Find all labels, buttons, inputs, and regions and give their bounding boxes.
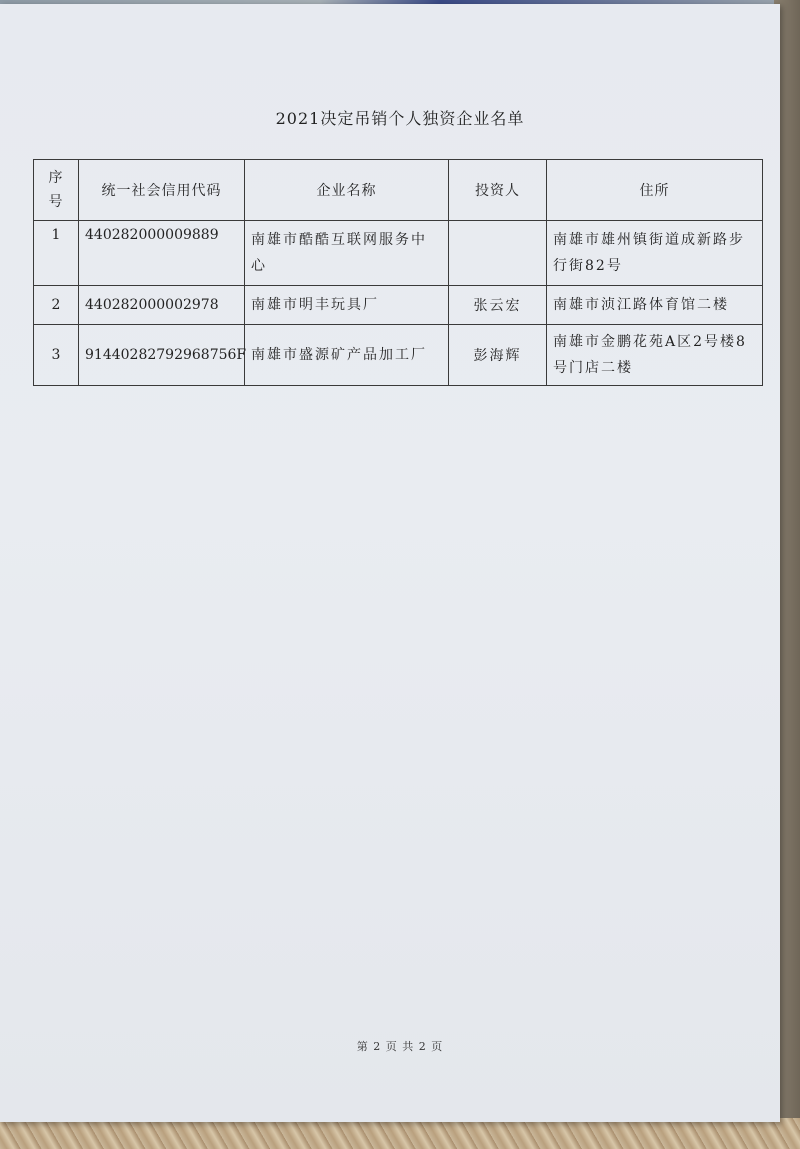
table-header-row	[34, 160, 763, 221]
cell-investor	[449, 221, 547, 286]
cell-seq: 3	[34, 325, 79, 386]
cell-enterprise-name: 南雄市盛源矿产品加工厂	[245, 325, 449, 386]
table-row	[34, 286, 763, 325]
header-seq	[34, 160, 79, 221]
cell-credit-code: 440282000002978	[79, 286, 245, 325]
header-credit-code: 统一社会信用代码	[79, 160, 245, 221]
cell-seq: 2	[34, 286, 79, 325]
document-title: 2021决定吊销个人独资企业名单	[275, 109, 525, 128]
background-fabric	[0, 1118, 800, 1149]
cell-address: 南雄市浈江路体育馆二楼	[547, 286, 763, 325]
cell-seq: 1	[34, 221, 79, 286]
table-row	[34, 221, 763, 286]
header-seq-bottom: 号	[48, 194, 64, 210]
cell-address: 南雄市雄州镇街道成新路步行街82号	[547, 221, 763, 286]
cell-enterprise-name: 南雄市明丰玩具厂	[245, 286, 449, 325]
cell-credit-code: 440282000009889	[79, 221, 245, 286]
header-investor: 投资人	[449, 160, 547, 221]
revocation-table	[33, 159, 763, 386]
cell-address: 南雄市金鹏花苑A区2号楼8号门店二楼	[547, 325, 763, 386]
cell-investor: 张云宏	[449, 286, 547, 325]
table-row	[34, 325, 763, 386]
header-seq-top: 序	[48, 170, 64, 186]
cell-credit-code: 91440282792968756F	[79, 325, 245, 386]
header-address: 住所	[547, 160, 763, 221]
cell-investor: 彭海辉	[449, 325, 547, 386]
header-enterprise-name: 企业名称	[245, 160, 449, 221]
cell-enterprise-name: 南雄市酷酷互联网服务中心	[245, 221, 449, 286]
page-number: 第 2 页 共 2 页	[356, 1040, 444, 1053]
